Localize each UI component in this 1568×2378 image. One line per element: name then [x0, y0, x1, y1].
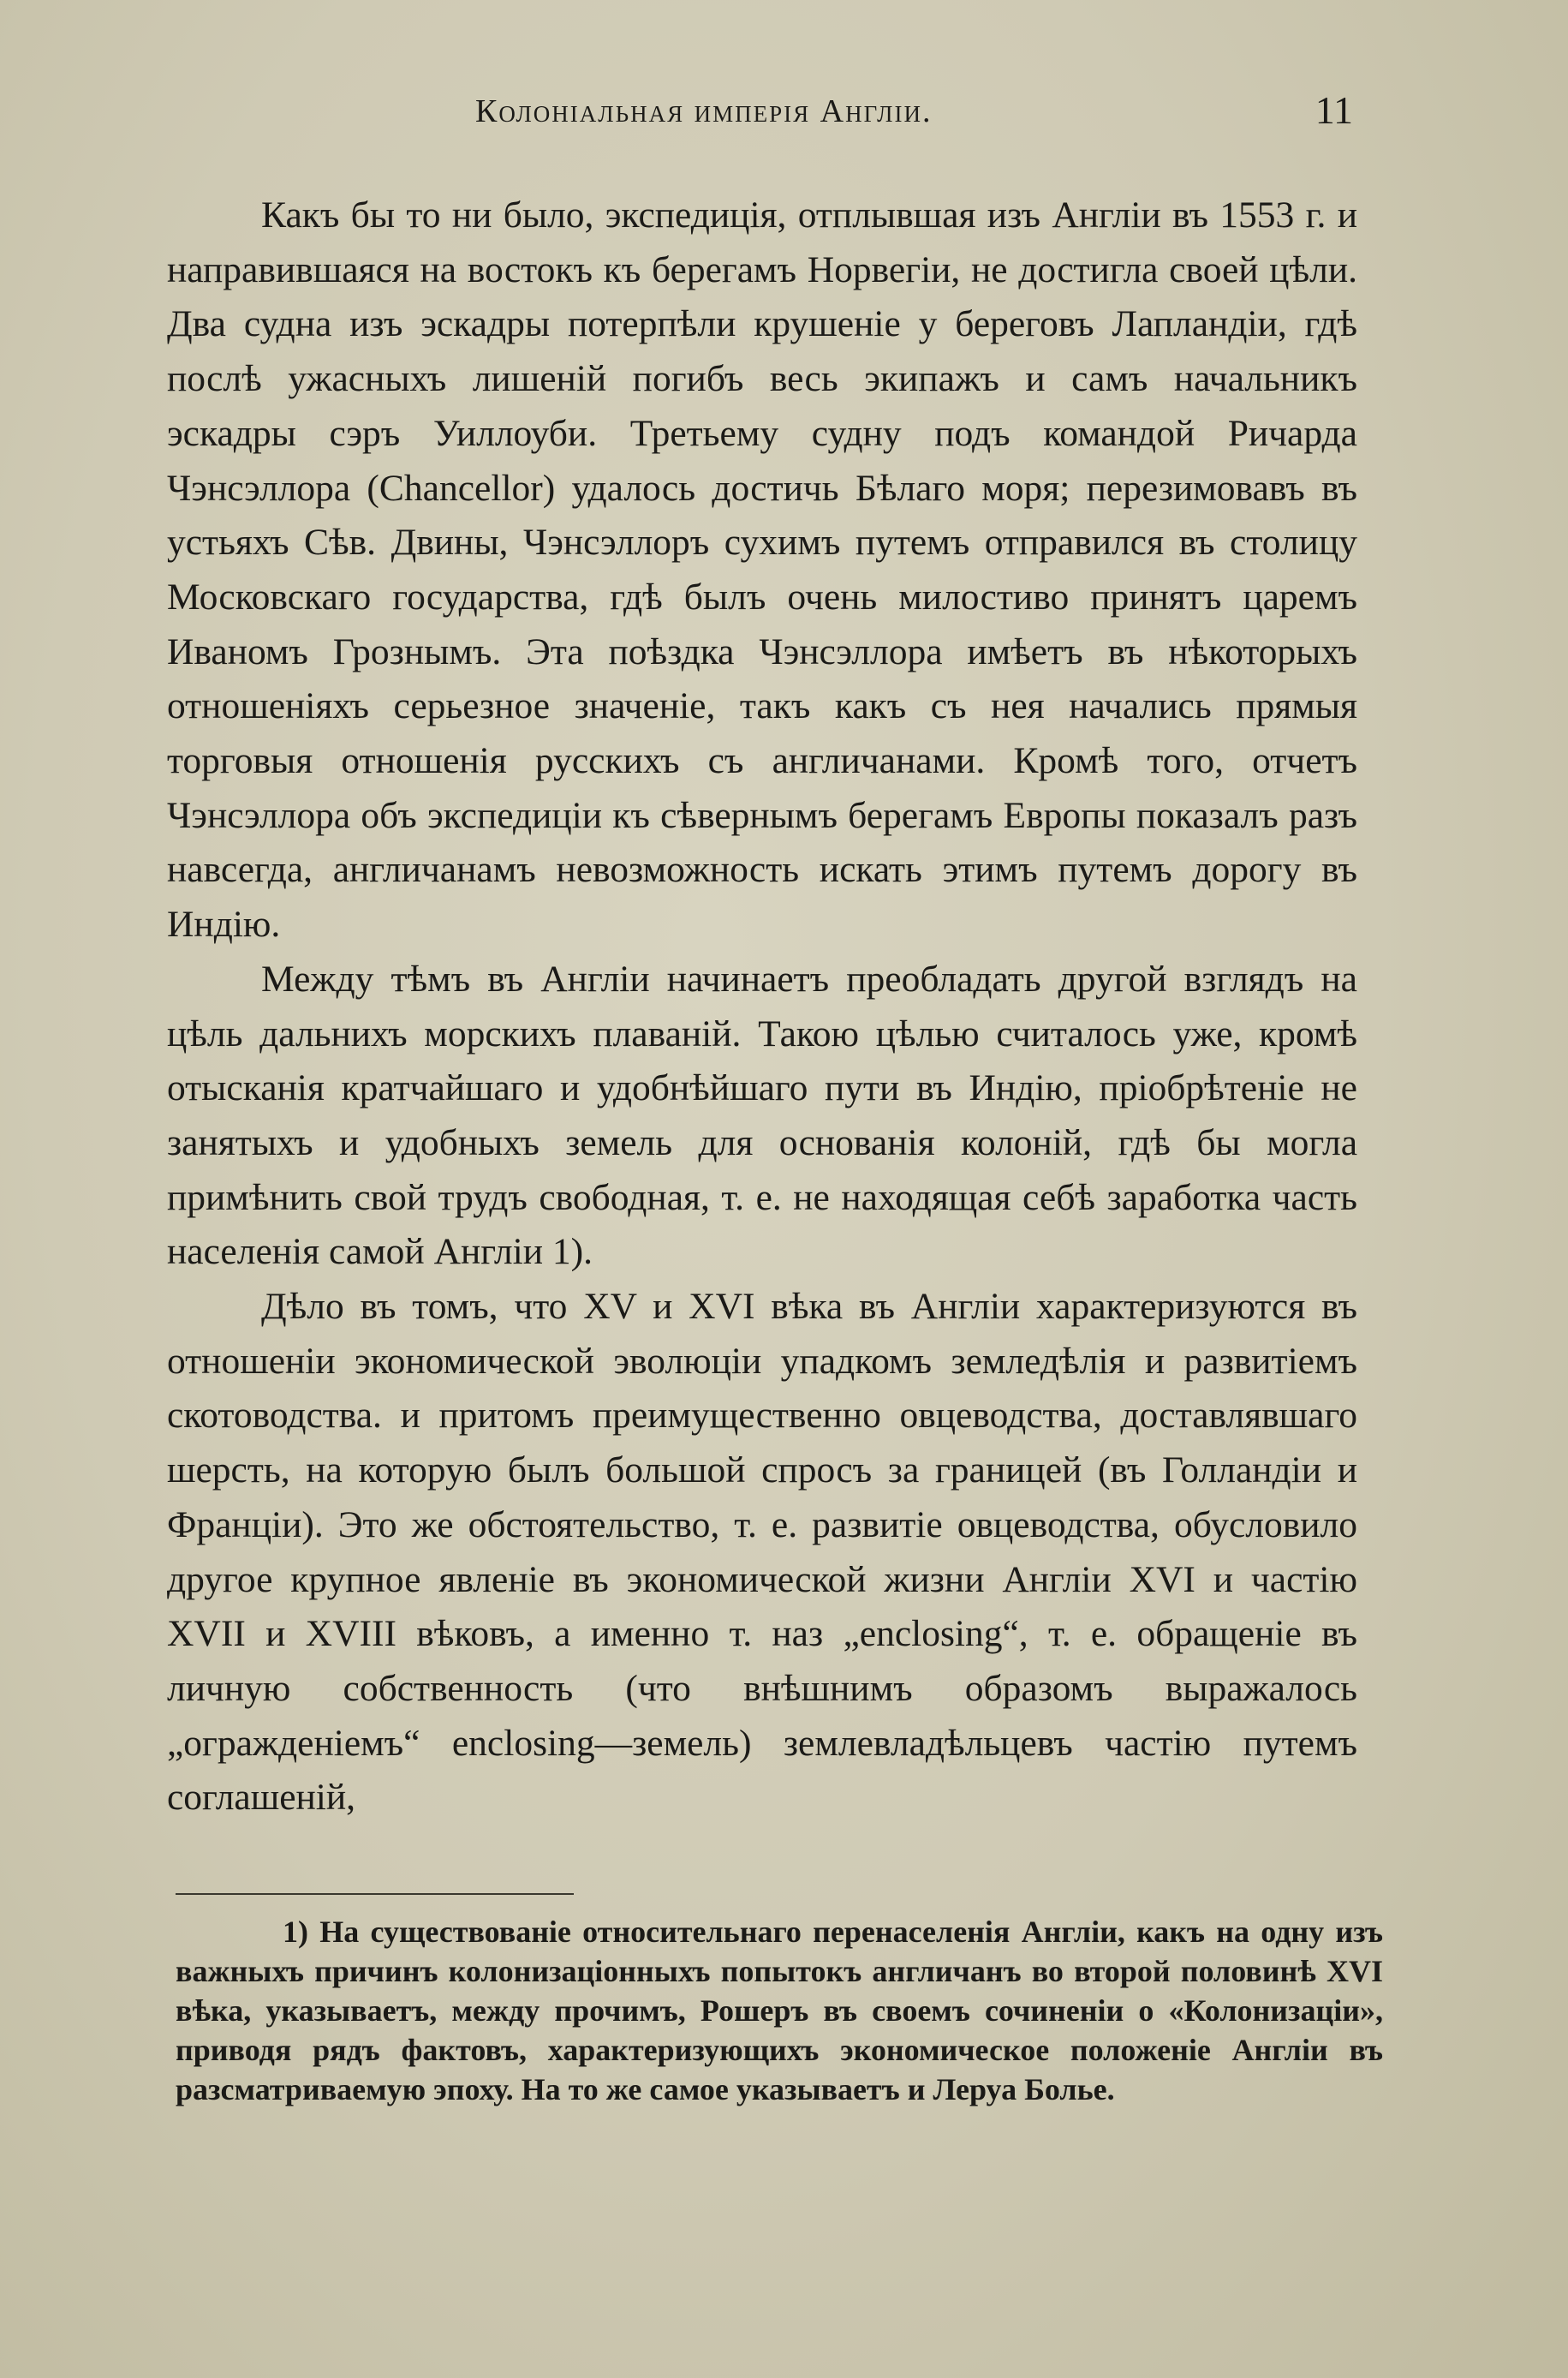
paragraph: Между тѣмъ въ Англіи начинаетъ преобладать другой взглядъ на цѣль дальнихъ морскихъ плаваній. Такою цѣлью считалось уже, кромѣ отысканія кратчайшаго и удобнѣйшаго пути въ Индію, пріобрѣтеніе не занятыхъ и удобныхъ земель для основанія колоній, гдѣ бы могла примѣнить свой трудъ свободная, т. е. не находящая себѣ заработка часть населенія самой Англіи 1). — [167, 958, 1357, 1273]
running-title: Колоніальная имперія Англіи. — [475, 93, 933, 129]
footnote-text: 1) На существованіе относительнаго перенаселенія Англіи, какъ на одну изъ важныхъ причинъ колонизаціонныхъ попытокъ англичанъ во второй половинѣ XVI вѣка, указываетъ, между прочимъ, Рошеръ въ своемъ сочиненіи о «Колонизаціи», приводя рядъ фактовъ, характеризующихъ экономическое положеніе Англіи въ разсматриваемую эпоху. На то же самое указываетъ и Леруа Болье. — [176, 1915, 1383, 2106]
paragraph: Какъ бы то ни было, экспедиція, отплывшая изъ Англіи въ 1553 г. и направившаяся на востокъ къ берегамъ Норвегіи, не достигла своей цѣли. Два судна изъ эскадры потерпѣли крушеніе у береговъ Лапландіи, гдѣ послѣ ужасныхъ лишеній погибъ весь экипажъ и самъ начальникъ эскадры сэръ Уиллоуби. Третьему судну подъ командой Ричарда Чэнсэллора (Chancellor) удалось достичь Бѣлаго моря; перезимовавъ въ устьяхъ Сѣв. Двины, Чэнсэллоръ сухимъ путемъ отправился въ столицу Московскаго государства, гдѣ былъ очень милостиво принятъ царемъ Иваномъ Грознымъ. Эта поѣздка Чэнсэллора имѣетъ въ нѣкоторыхъ отношеніяхъ серьезное значеніе, такъ какъ съ нея начались прямыя торговыя отношенія русскихъ съ англичанами. Кромѣ того, отчетъ Чэнсэллора объ экспедиціи къ сѣвернымъ берегамъ Европы показалъ разъ навсегда, англичанамъ невозможность искать этимъ путемъ дорогу въ Индію. — [167, 194, 1357, 946]
footnote — [176, 1912, 1383, 2109]
main-text — [167, 188, 1357, 1825]
footnote-divider — [176, 1893, 574, 1895]
page-number: 11 — [1315, 88, 1353, 132]
page-header — [171, 88, 1353, 144]
paragraph: Дѣло въ томъ, что XV и XVI вѣка въ Англіи характеризуются въ отношеніи экономической эволюціи упадкомъ земледѣлія и развитіемъ скотоводства. и притомъ преимущественно овцеводства, доставлявшаго шерсть, на которую былъ большой спросъ за границей (въ Голландіи и Франціи). Это же обстоятельство, т. е. развитіе овцеводства, обусловило другое крупное явленіе въ экономической жизни Англіи XVI и частію XVII и XVIII вѣковъ, а именно т. наз „enclosing“, т. е. обращеніе въ личную собственность (что внѣшнимъ образомъ выражалось „огражденіемъ“ enclosing—земель) землевладѣльцевъ частію путемъ соглашеній, — [167, 1286, 1357, 1819]
